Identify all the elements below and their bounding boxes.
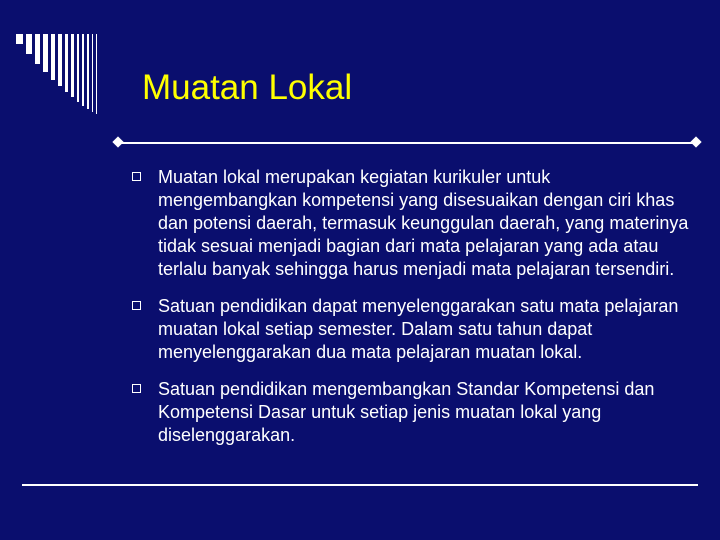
square-bullet-icon	[132, 384, 141, 393]
slide-title: Muatan Lokal	[142, 68, 353, 107]
bullet-item-1	[132, 166, 692, 281]
bullet-text: Muatan lokal merupakan kegiatan kurikuler untuk mengembangkan kompetensi yang disesuaikan dengan ciri khas dan potensi daerah, termasuk keunggulan daerah, yang materinya tidak sesuai menjadi bagian dari mata pelajaran yang ada atau terlalu banyak sehingga harus menjadi mata pelajaran tersendiri.	[158, 167, 689, 279]
bullet-item-3	[132, 378, 692, 447]
bullet-list	[132, 166, 692, 461]
divider-end-left	[112, 136, 123, 147]
decorative-bars	[16, 34, 126, 114]
divider-end-right	[690, 136, 701, 147]
square-bullet-icon	[132, 172, 141, 181]
footer-divider	[22, 484, 698, 486]
square-bullet-icon	[132, 301, 141, 310]
title-divider	[120, 142, 694, 144]
bullet-text: Satuan pendidikan dapat menyelenggarakan satu mata pelajaran muatan lokal setiap semester. Dalam satu tahun dapat menyelenggarakan dua mata pelajaran muatan lokal.	[158, 296, 679, 362]
bullet-item-2	[132, 295, 692, 364]
bullet-text: Satuan pendidikan mengembangkan Standar Kompetensi dan Kompetensi Dasar untuk setiap jenis muatan lokal yang diselenggarakan.	[158, 379, 655, 445]
